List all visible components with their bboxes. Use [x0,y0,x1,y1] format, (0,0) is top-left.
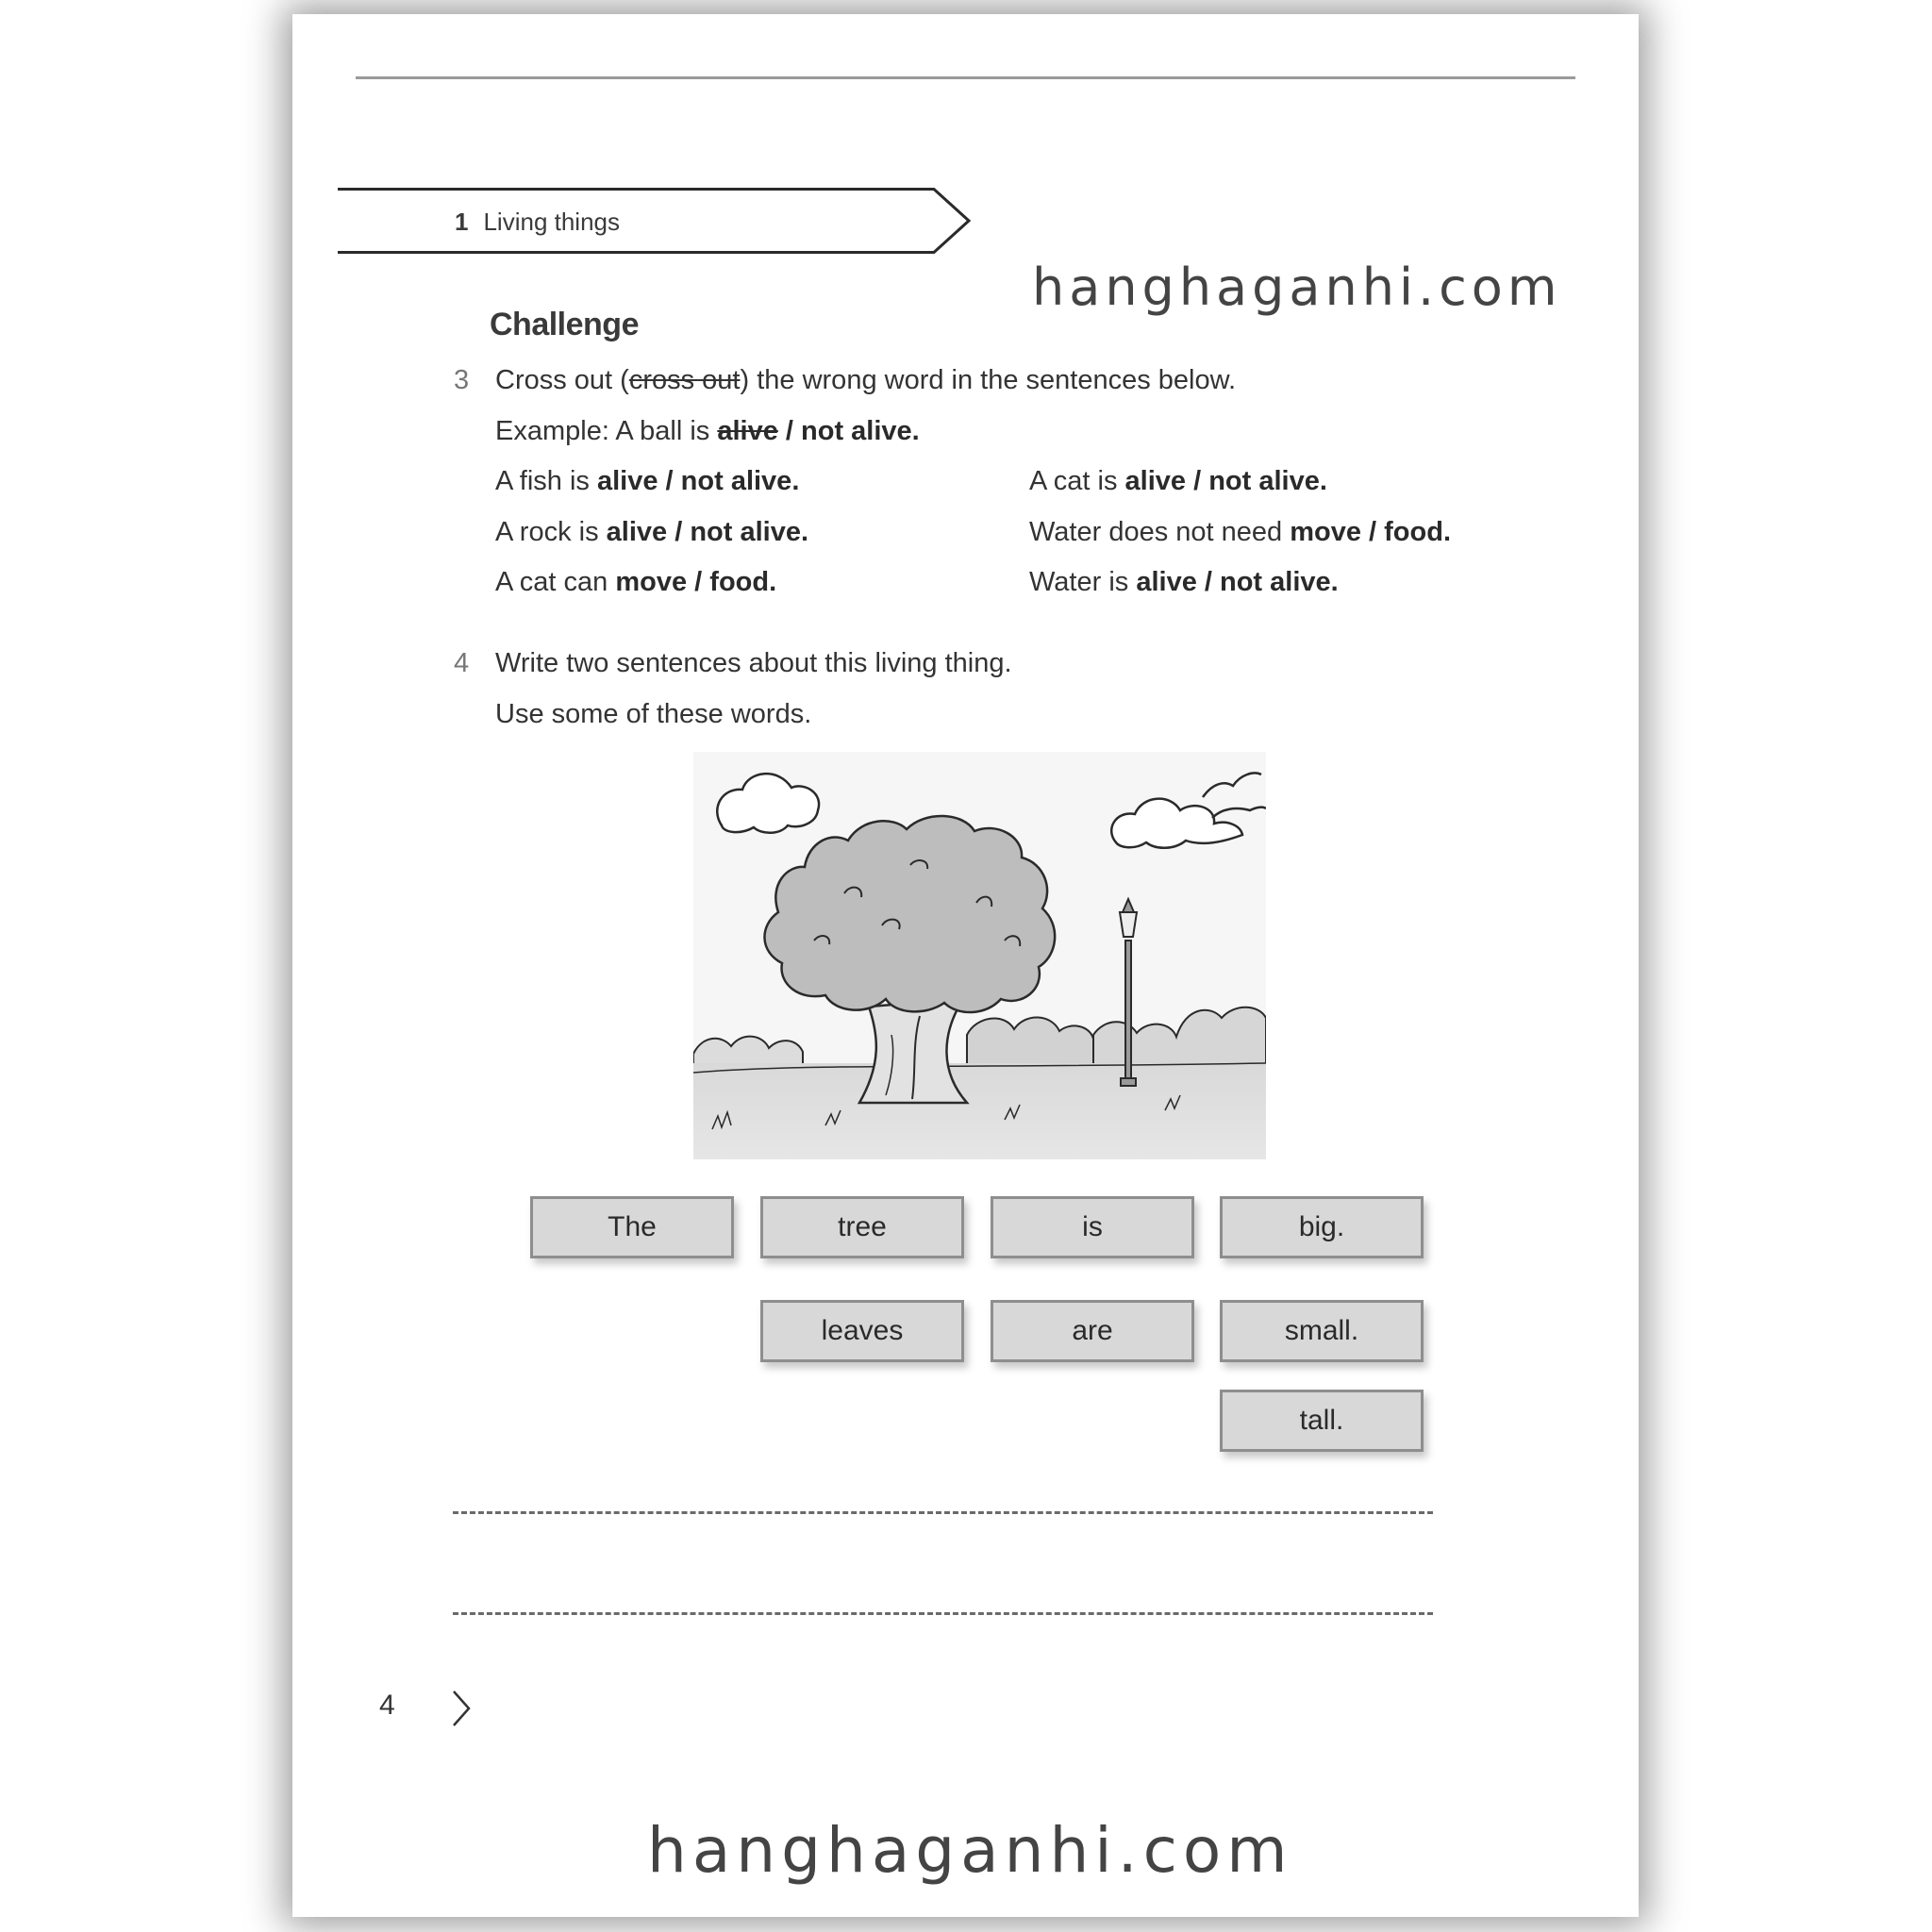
word-tile[interactable]: big. [1220,1196,1424,1258]
sentence-item[interactable] [495,517,808,548]
sentence-options[interactable]: move / food [1290,517,1443,547]
sentence-item[interactable] [1029,517,1451,548]
section-heading: Challenge [490,307,639,342]
sentence-options[interactable]: move / food [615,567,770,597]
sentence-prefix: A cat can [495,567,616,597]
chevron-right-icon [451,1690,472,1727]
word-tile[interactable]: are [991,1300,1194,1362]
sentence-suffix: . [1442,517,1452,547]
sentence-suffix: . [1330,567,1339,597]
word-tile[interactable]: tree [760,1196,964,1258]
exercise-4-sub-instruction: Use some of these words. [495,699,812,729]
answer-line-1[interactable] [453,1511,1433,1514]
exercise-4-instruction: Write two sentences about this living thing. [495,648,1012,678]
word-tile[interactable]: The [530,1196,734,1258]
sentence-options[interactable]: alive / not alive [597,466,792,496]
answer-line-2[interactable] [453,1612,1433,1615]
watermark-bottom: hanghaganhi.com [647,1814,1293,1887]
exercise-3-number: 3 [454,365,470,395]
exercise-3-example [495,416,920,447]
sentence-options[interactable]: alive / not alive [1124,466,1320,496]
sentence-item[interactable] [495,567,776,598]
sentence-suffix: . [791,466,800,496]
sentence-item[interactable] [495,466,799,497]
sentence-suffix: . [769,567,777,597]
example-prefix: Example: A ball is [495,416,718,446]
sentence-prefix: A rock is [495,517,607,547]
example-struck-word: alive [717,416,778,446]
word-tile[interactable]: small. [1220,1300,1424,1362]
word-tile[interactable]: is [991,1196,1194,1258]
instruction-text: ) the wrong word in the sentences below. [740,365,1237,395]
top-rule [356,76,1575,79]
tree-illustration [693,752,1266,1159]
sentence-prefix: Water is [1029,567,1137,597]
sentence-suffix: . [1319,466,1327,496]
struck-example-word: cross out [628,365,741,395]
sentence-prefix: A fish is [495,466,597,496]
sentence-prefix: Water does not need [1029,517,1291,547]
sentence-item[interactable] [1029,466,1327,497]
sentence-options[interactable]: alive / not alive [1136,567,1331,597]
unit-number: 1 [455,208,469,236]
exercise-4-number: 4 [454,648,470,678]
sentence-item[interactable] [1029,567,1339,598]
word-tile[interactable]: tall. [1220,1390,1424,1452]
word-tile[interactable]: leaves [760,1300,964,1362]
watermark-top: hanghaganhi.com [1032,258,1562,317]
unit-title-text: Living things [483,208,621,236]
sentence-suffix: . [800,517,809,547]
sentence-options[interactable]: alive / not alive [606,517,801,547]
sentence-prefix: A cat is [1029,466,1125,496]
exercise-3-instruction [495,365,1236,396]
instruction-text: Cross out ( [495,365,629,395]
unit-banner-arrow [338,188,972,254]
workbook-page [292,14,1639,1917]
example-options: / not alive. [777,416,920,446]
page-number: 4 [379,1690,395,1721]
unit-title [455,208,620,237]
